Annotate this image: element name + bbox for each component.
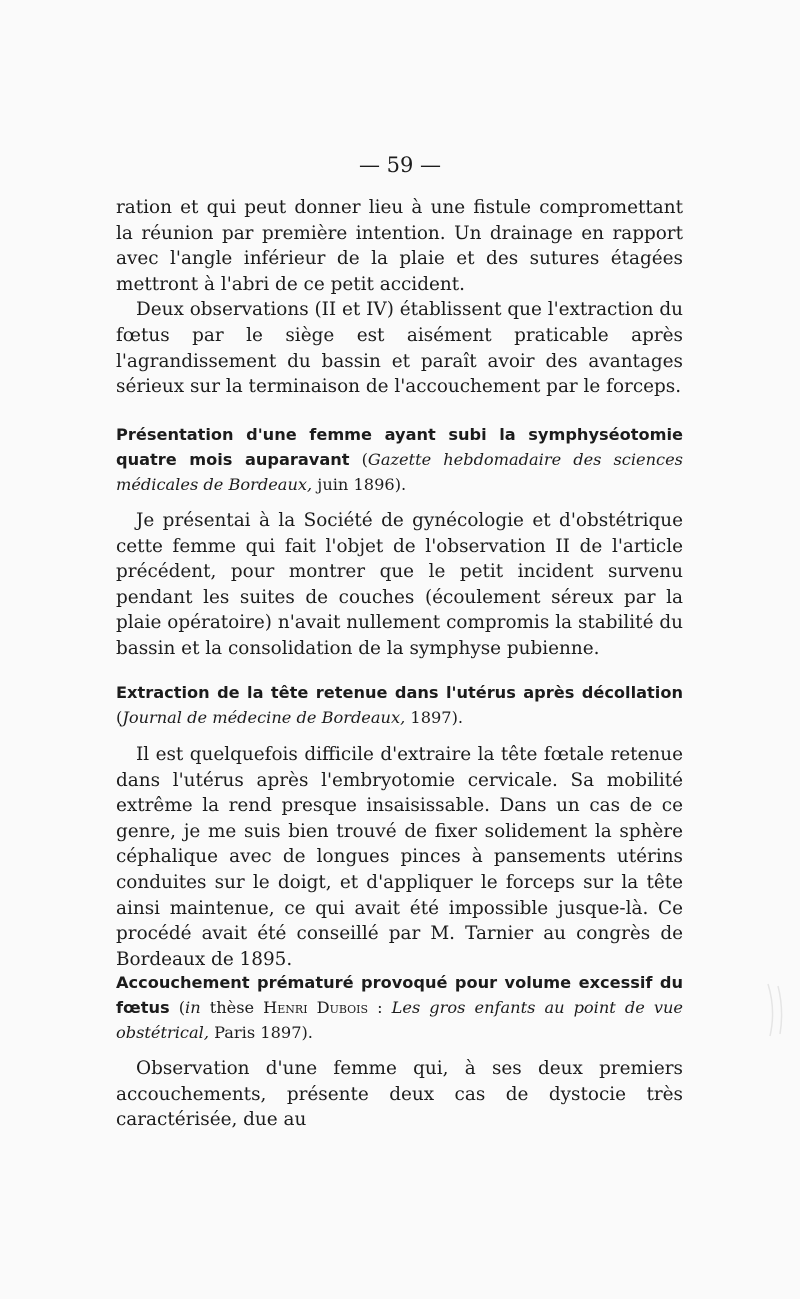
section-2-ref-close: 1897).: [405, 708, 464, 727]
section-3-ref-close: Paris 1897).: [208, 1023, 313, 1042]
section-2-journal: Journal de médecine de Bordeaux,: [122, 708, 406, 727]
section-heading-2: [116, 680, 683, 730]
paragraph-5: Observation d'une femme qui, à ses deux premiers accouchements, présente deux cas de dystocie très caractérisée, due au: [116, 1058, 683, 1131]
section-1-ref-open: (: [349, 450, 368, 469]
paragraph-continuation: [116, 195, 683, 400]
section-heading-1: [116, 422, 683, 497]
section-3-colon: :: [368, 998, 392, 1017]
page-number: — 59 —: [358, 153, 442, 177]
section-3-in: in: [185, 998, 201, 1017]
bleed-through-mark: [764, 980, 788, 1040]
section-3-these: thèse: [200, 998, 264, 1017]
section-3-body: [116, 1056, 683, 1133]
section-2-title: Extraction de la tête retenue dans l'utérus après décollation: [116, 683, 683, 702]
section-3-work: Les gros enfants au point de vue obstétrical,: [116, 998, 683, 1042]
section-1-title: Présentation d'une femme ayant subi la symphyséotomie quatre mois auparavant: [116, 425, 683, 469]
section-3-author: Henri Dubois: [263, 998, 369, 1017]
section-2-body: [116, 742, 683, 972]
section-3-ref-open: (: [169, 998, 186, 1017]
paragraph-2: Deux observations (II et IV) établissent que l'extraction du fœtus par le siège est aisément praticable après l'agrandissement du bassin et paraît avoir des avantages sérieux sur la terminaison de l'accouchement par le forceps.: [116, 299, 683, 398]
paragraph-4: Il est quelquefois difficile d'extraire la tête fœtale retenue dans l'utérus après l'embryotomie cervicale. Sa mobilité extrême la rend presque insaisissable. Dans un cas de ce genre, je me suis bien trouvé de fixer solidement la sphère céphalique avec de longues pinces à pansements utérins conduites sur le doigt, et d'appliquer le forceps sur la tête ainsi maintenue, ce qui avait été impossible jusque-là. Ce procédé avait été conseillé par M. Tarnier au congrès de Bordeaux de 1895.: [116, 744, 683, 970]
paragraph-3: Je présentai à la Société de gynécologie et d'obstétrique cette femme qui fait l'objet de l'observation II de l'article précédent, pour montrer que le petit incident survenu pendant les suites de couches (écoulement séreux par la plaie opératoire) n'avait nullement compromis la stabilité du bassin et la consolidation de la symphyse pubienne.: [116, 510, 683, 659]
section-2-ref-open: (: [116, 708, 123, 727]
section-heading-3: [116, 970, 683, 1045]
paragraph-1: ration et qui peut donner lieu à une fistule compromettant la réunion par première intention. Un drainage en rapport avec l'angle inférieur de la plaie et des sutures étagées mettront à l'abri de ce petit accident.: [116, 197, 683, 295]
section-3-title: Accouchement prématuré provoqué pour volume excessif du fœtus: [116, 973, 683, 1017]
section-1-body: [116, 508, 683, 662]
section-1-journal: Gazette hebdomadaire des sciences médicales de Bordeaux,: [116, 450, 683, 494]
section-1-ref-close: juin 1896).: [312, 475, 407, 494]
